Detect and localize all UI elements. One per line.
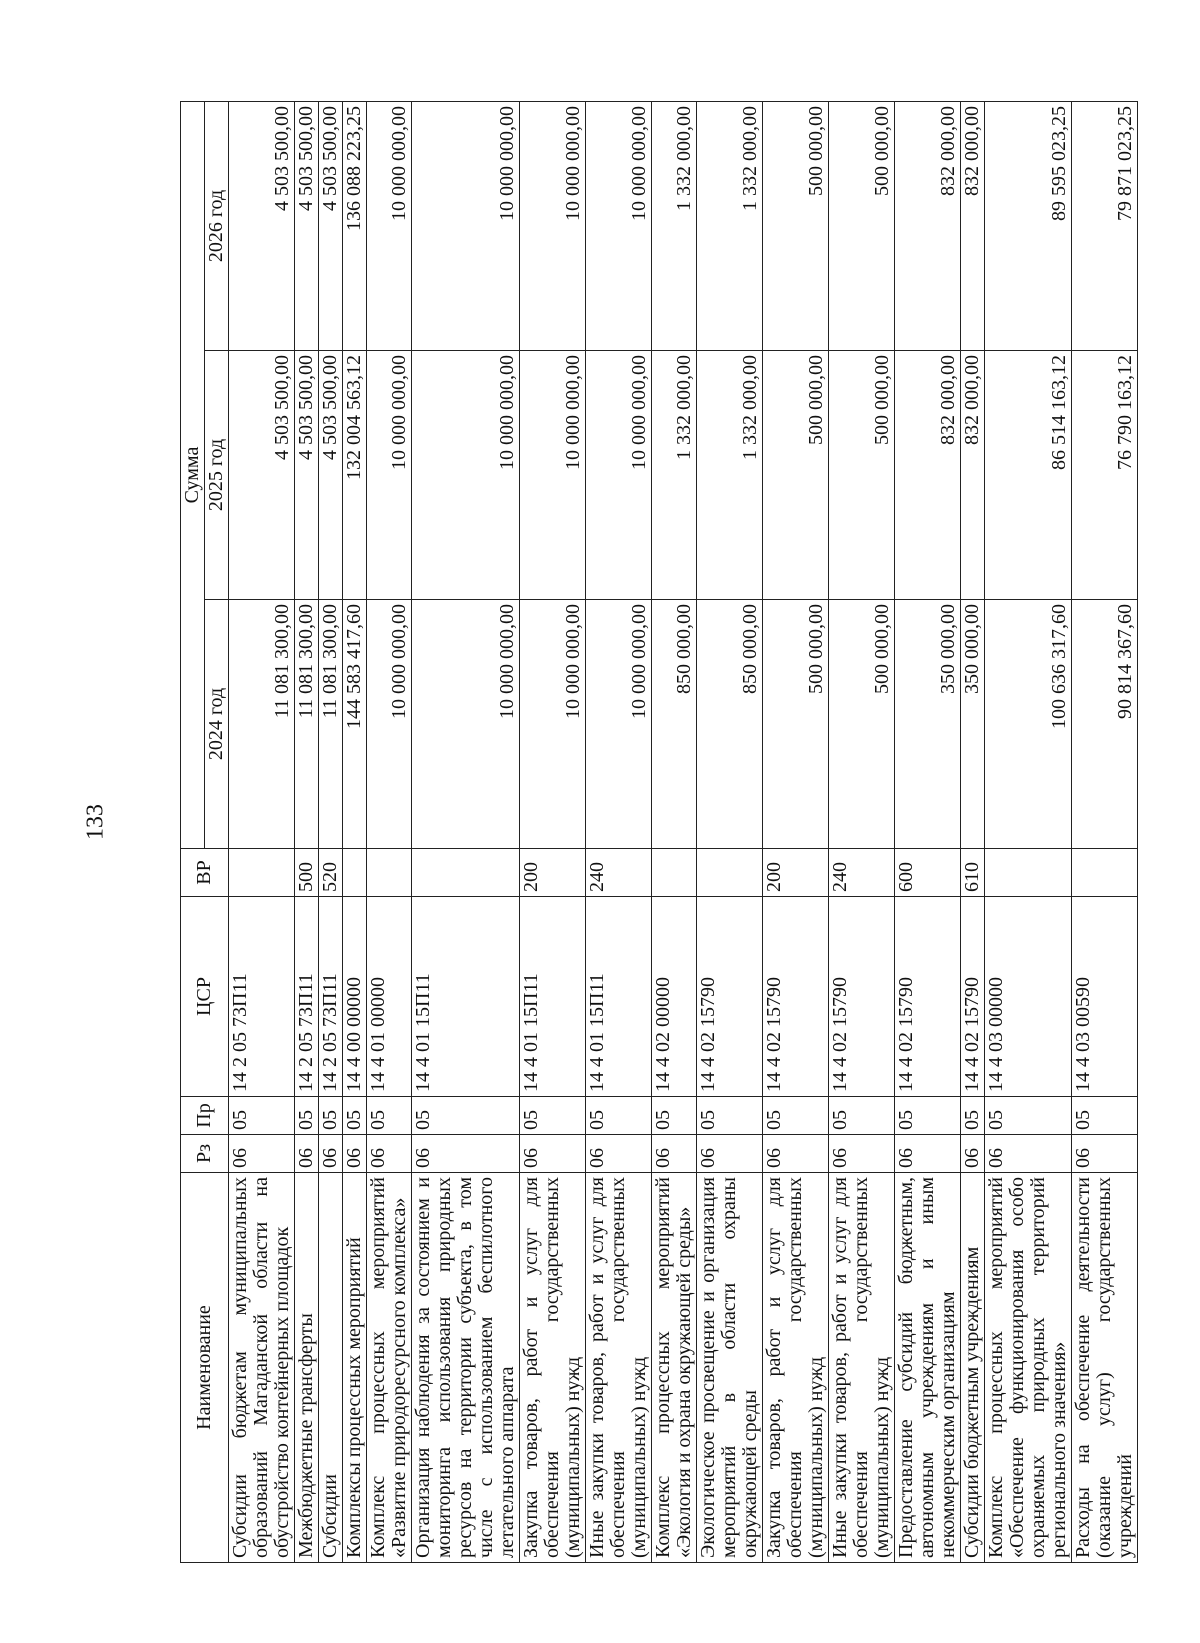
- cell-pr: 05: [520, 1097, 586, 1135]
- header-name: Наименование: [181, 1173, 229, 1563]
- cell-vr: 200: [763, 849, 829, 897]
- cell-vr: [229, 849, 295, 897]
- cell-2025: 86 514 163,12: [985, 351, 1072, 600]
- table-row: [319, 101, 343, 1562]
- cell-2024: 850 000,00: [652, 600, 697, 849]
- cell-csr: 14 4 02 00000: [652, 897, 697, 1097]
- cell-vr: [412, 849, 520, 897]
- cell-2024: 350 000,00: [895, 600, 961, 849]
- cell-2024: 11 081 300,00: [295, 600, 319, 849]
- cell-csr: 14 2 05 73П11: [295, 897, 319, 1097]
- table-row: [652, 101, 697, 1562]
- cell-rz: 06: [961, 1135, 985, 1173]
- cell-2026: 832 000,00: [961, 101, 985, 350]
- cell-name: Комплекс процессных мероприятий «Развитие природоресурсного комплекса»: [367, 1173, 412, 1563]
- cell-2024: 11 081 300,00: [229, 600, 295, 849]
- page-number: 133: [82, 804, 109, 840]
- cell-rz: 06: [367, 1135, 412, 1173]
- cell-2024: 500 000,00: [829, 600, 895, 849]
- cell-vr: [652, 849, 697, 897]
- cell-2026: 500 000,00: [763, 101, 829, 350]
- cell-2025: 500 000,00: [763, 351, 829, 600]
- header-2024: 2024 год: [205, 600, 229, 849]
- cell-2025: 500 000,00: [829, 351, 895, 600]
- cell-pr: 05: [319, 1097, 343, 1135]
- cell-2026: 4 503 500,00: [295, 101, 319, 350]
- cell-vr: [985, 849, 1072, 897]
- table-body: [229, 101, 1138, 1562]
- cell-2026: 136 088 223,25: [343, 101, 367, 350]
- cell-2026: 1 332 000,00: [697, 101, 763, 350]
- cell-pr: 05: [412, 1097, 520, 1135]
- cell-vr: 200: [520, 849, 586, 897]
- cell-rz: 06: [343, 1135, 367, 1173]
- cell-pr: 05: [697, 1097, 763, 1135]
- cell-2024: 850 000,00: [697, 600, 763, 849]
- cell-pr: 05: [829, 1097, 895, 1135]
- cell-2025: 4 503 500,00: [295, 351, 319, 600]
- cell-name: Закупка товаров, работ и услуг для обеспечения государственных (муниципальных) нужд: [763, 1173, 829, 1563]
- cell-csr: 14 4 00 00000: [343, 897, 367, 1097]
- cell-2025: 10 000 000,00: [367, 351, 412, 600]
- cell-rz: 06: [520, 1135, 586, 1173]
- table-row: [763, 101, 829, 1562]
- cell-rz: 06: [229, 1135, 295, 1173]
- cell-vr: 610: [961, 849, 985, 897]
- cell-pr: 05: [763, 1097, 829, 1135]
- cell-2024: 10 000 000,00: [412, 600, 520, 849]
- table-row: [295, 101, 319, 1562]
- cell-csr: 14 2 05 73П11: [319, 897, 343, 1097]
- header-row-1: [181, 101, 205, 1562]
- cell-2025: 76 790 163,12: [1072, 351, 1138, 600]
- cell-pr: 05: [295, 1097, 319, 1135]
- table-row: [367, 101, 412, 1562]
- cell-name: Предоставление субсидий бюджетным, автономным учреждениям и иным некоммерческим организациям: [895, 1173, 961, 1563]
- cell-rz: 06: [652, 1135, 697, 1173]
- cell-rz: 06: [763, 1135, 829, 1173]
- cell-2025: 4 503 500,00: [229, 351, 295, 600]
- cell-2024: 11 081 300,00: [319, 600, 343, 849]
- cell-2024: 10 000 000,00: [520, 600, 586, 849]
- cell-2025: 10 000 000,00: [520, 351, 586, 600]
- cell-2026: 10 000 000,00: [520, 101, 586, 350]
- header-sum: Сумма: [181, 101, 205, 848]
- cell-rz: 06: [985, 1135, 1072, 1173]
- cell-2025: 1 332 000,00: [652, 351, 697, 600]
- cell-2026: 10 000 000,00: [412, 101, 520, 350]
- cell-2025: 832 000,00: [961, 351, 985, 600]
- table-row: [343, 101, 367, 1562]
- header-vr: ВР: [181, 849, 229, 897]
- table-row: [829, 101, 895, 1562]
- table-row: [961, 101, 985, 1562]
- cell-csr: 14 4 02 15790: [763, 897, 829, 1097]
- table-row: [895, 101, 961, 1562]
- cell-name: Расходы на обеспечение деятельности (оказание услуг) государственных учреждений: [1072, 1173, 1138, 1563]
- table-row: [229, 101, 295, 1562]
- cell-vr: 500: [295, 849, 319, 897]
- cell-2025: 10 000 000,00: [586, 351, 652, 600]
- header-2025: 2025 год: [205, 351, 229, 600]
- cell-2025: 1 332 000,00: [697, 351, 763, 600]
- cell-pr: 05: [961, 1097, 985, 1135]
- cell-name: Экологическое просвещение и организация мероприятий в области охраны окружающей среды: [697, 1173, 763, 1563]
- cell-vr: [1072, 849, 1138, 897]
- cell-2025: 832 000,00: [895, 351, 961, 600]
- cell-vr: 240: [829, 849, 895, 897]
- table-row: [1072, 101, 1138, 1562]
- cell-pr: 05: [652, 1097, 697, 1135]
- cell-rz: 06: [895, 1135, 961, 1173]
- cell-2025: 4 503 500,00: [319, 351, 343, 600]
- table-row: [697, 101, 763, 1562]
- cell-2024: 10 000 000,00: [586, 600, 652, 849]
- cell-pr: 05: [367, 1097, 412, 1135]
- cell-name: Комплекс процессных мероприятий «Экология и охрана окружающей среды»: [652, 1173, 697, 1563]
- cell-2026: 79 871 023,25: [1072, 101, 1138, 350]
- table-row: [412, 101, 520, 1562]
- cell-2026: 500 000,00: [829, 101, 895, 350]
- cell-name: Субсидии: [319, 1173, 343, 1563]
- cell-csr: 14 4 03 00590: [1072, 897, 1138, 1097]
- cell-csr: 14 4 02 15790: [961, 897, 985, 1097]
- cell-name: Иные закупки товаров, работ и услуг для обеспечения государственных (муниципальных) нужд: [829, 1173, 895, 1563]
- cell-name: Межбюджетные трансферты: [295, 1173, 319, 1563]
- cell-2026: 10 000 000,00: [367, 101, 412, 350]
- table-row: [520, 101, 586, 1562]
- header-pr: Пр: [181, 1097, 229, 1135]
- cell-pr: 05: [586, 1097, 652, 1135]
- cell-csr: 14 4 02 15790: [697, 897, 763, 1097]
- cell-csr: 14 4 03 00000: [985, 897, 1072, 1097]
- rotated-table: [180, 103, 1136, 1563]
- cell-2024: 144 583 417,60: [343, 600, 367, 849]
- cell-rz: 06: [1072, 1135, 1138, 1173]
- cell-csr: 14 4 02 15790: [829, 897, 895, 1097]
- cell-name: Субсидии бюджетным учреждениям: [961, 1173, 985, 1563]
- cell-2026: 832 000,00: [895, 101, 961, 350]
- cell-csr: 14 4 01 15П11: [586, 897, 652, 1097]
- cell-2024: 90 814 367,60: [1072, 600, 1138, 849]
- cell-2024: 350 000,00: [961, 600, 985, 849]
- cell-csr: 14 4 01 15П11: [520, 897, 586, 1097]
- cell-name: Комплексы процессных мероприятий: [343, 1173, 367, 1563]
- header-rz: Рз: [181, 1135, 229, 1173]
- cell-rz: 06: [829, 1135, 895, 1173]
- cell-vr: [343, 849, 367, 897]
- cell-2026: 4 503 500,00: [229, 101, 295, 350]
- cell-pr: 05: [985, 1097, 1072, 1135]
- cell-vr: 600: [895, 849, 961, 897]
- cell-csr: 14 4 02 15790: [895, 897, 961, 1097]
- cell-2026: 1 332 000,00: [652, 101, 697, 350]
- cell-2026: 4 503 500,00: [319, 101, 343, 350]
- table-row: [586, 101, 652, 1562]
- cell-vr: [367, 849, 412, 897]
- budget-table: [180, 101, 1138, 1563]
- cell-2025: 10 000 000,00: [412, 351, 520, 600]
- cell-csr: 14 4 01 15П11: [412, 897, 520, 1097]
- cell-vr: [697, 849, 763, 897]
- cell-rz: 06: [586, 1135, 652, 1173]
- cell-name: Субсидии бюджетам муниципальных образований Магаданской области на обустройство контейнерных площадок: [229, 1173, 295, 1563]
- budget-table-wrapper: [180, 103, 1136, 1563]
- cell-2024: 10 000 000,00: [367, 600, 412, 849]
- cell-2024: 500 000,00: [763, 600, 829, 849]
- cell-pr: 05: [229, 1097, 295, 1135]
- cell-rz: 06: [295, 1135, 319, 1173]
- header-csr: ЦСР: [181, 897, 229, 1097]
- cell-2026: 10 000 000,00: [586, 101, 652, 350]
- table-row: [985, 101, 1072, 1562]
- cell-rz: 06: [319, 1135, 343, 1173]
- cell-pr: 05: [895, 1097, 961, 1135]
- cell-2025: 132 004 563,12: [343, 351, 367, 600]
- cell-name: Комплекс процессных мероприятий «Обеспечение функционирования особо охраняемых природных территорий регионального значения»: [985, 1173, 1072, 1563]
- cell-pr: 05: [1072, 1097, 1138, 1135]
- cell-rz: 06: [412, 1135, 520, 1173]
- cell-name: Организация наблюдения за состоянием и мониторинга использования природных ресурсов на территории субъекта, в том числе с использованием беспилотного летательного аппарата: [412, 1173, 520, 1563]
- cell-rz: 06: [697, 1135, 763, 1173]
- cell-vr: 520: [319, 849, 343, 897]
- cell-pr: 05: [343, 1097, 367, 1135]
- cell-vr: 240: [586, 849, 652, 897]
- header-2026: 2026 год: [205, 101, 229, 350]
- cell-csr: 14 2 05 73П11: [229, 897, 295, 1097]
- cell-name: Закупка товаров, работ и услуг для обеспечения государственных (муниципальных) нужд: [520, 1173, 586, 1563]
- cell-csr: 14 4 01 00000: [367, 897, 412, 1097]
- cell-2026: 89 595 023,25: [985, 101, 1072, 350]
- cell-2024: 100 636 317,60: [985, 600, 1072, 849]
- cell-name: Иные закупки товаров, работ и услуг для обеспечения государственных (муниципальных) нужд: [586, 1173, 652, 1563]
